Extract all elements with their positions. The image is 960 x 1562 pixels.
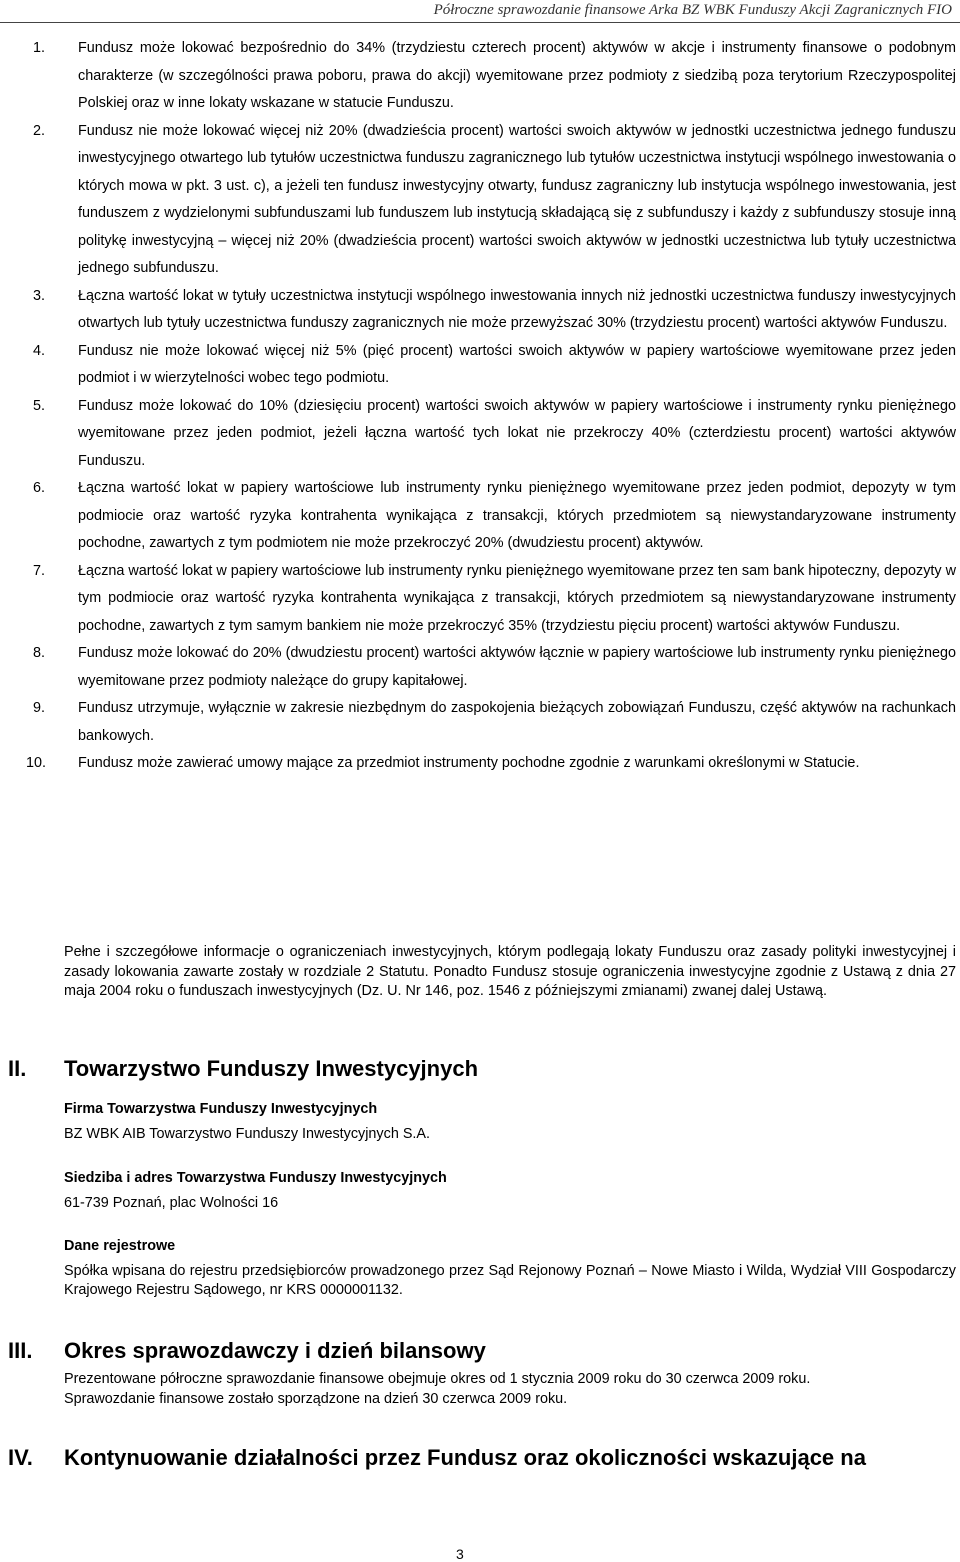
page-number: 3 <box>456 1546 464 1562</box>
item-text: Fundusz nie może lokować więcej niż 20% (dwadzieścia procent) wartości swoich aktywów w jednostki uczestnictwa jednego funduszu inwestycyjnego otwartego lub tytułów uczestnictwa funduszu zagranicznego lub tytułów uczestnictwa instytucji wspólnego inwestowania o których mowa w pkt. 3 ust. c), a jeżeli ten fundusz inwestycyjny otwarty, fundusz zagraniczny lub instytucja wspólnego inwestowania, jest funduszem z wydzielonymi subfunduszami lub funduszem lub instytucją składającą się z subfunduszy i każdy z subfunduszy stosuje inną politykę inwestycyjną – więcej niż 20% (dwadzieścia procent) wartości swoich aktywów w jednostki uczestnictwa lub tytuły uczestnictwa jednego subfunduszu. <box>78 122 956 276</box>
balance-date-text: Sprawozdanie finansowe zostało sporządzone na dzień 30 czerwca 2009 roku. <box>64 1390 568 1407</box>
summary-paragraph: Pełne i szczegółowe informacje o ograniczeniach inwestycyjnych, którym podlegają lokaty Funduszu oraz zasady polityki inwestycyjnej i zasady lokowania zawarte zostały w rozdziale 2 Statutu. Ponadto Fundusz stosuje ograniczenia inwestycyjne zgodnie z Ustawą z dnia 27 maja 2004 roku o funduszach inwestycyjnych (Dz. U. Nr 146, poz. 1546 z późniejszymi zmianami) zwanej dalej Ustawą. <box>64 944 956 999</box>
list-item <box>0 558 956 641</box>
item-number: 9. <box>33 700 46 716</box>
reporting-period-text: Prezentowane półroczne sprawozdanie finansowe obejmuje okres od 1 stycznia 2009 roku do 30 czerwca 2009 roku. <box>64 1371 811 1387</box>
item-number: 4. <box>33 342 46 359</box>
section-number: IV. <box>8 1445 33 1470</box>
item-text: Fundusz może zawierać umowy mające za przedmiot instrumenty pochodne zgodnie z warunkami określonymi w Statucie. <box>78 755 860 771</box>
address-value: 61-739 Poznań, plac Wolności 16 <box>64 1194 279 1211</box>
item-text: Fundusz może lokować do 10% (dziesięciu procent) wartości swoich aktywów w papiery wartościowe i instrumenty rynku pieniężnego wyemitowane przez jeden podmiot, jeżeli łączna wartość tych lokat nie przekroczy 40% (czterdziestu procent) wartości aktywów Funduszu. <box>78 397 956 469</box>
registry-block <box>64 1237 956 1301</box>
section-number: III. <box>8 1338 33 1363</box>
registry-label: Dane rejestrowe <box>64 1238 176 1254</box>
investment-limits-list <box>0 35 956 778</box>
item-number: 3. <box>33 287 46 304</box>
section-title: Kontynuowanie działalności przez Fundusz oraz okoliczności wskazujące na <box>64 1445 866 1470</box>
running-header: Półroczne sprawozdanie finansowe Arka BZ WBK Funduszy Akcji Zagranicznych FIO <box>433 2 952 18</box>
list-item <box>0 338 956 393</box>
item-text: Fundusz może lokować bezpośrednio do 34% (trzydziestu czterech procent) aktywów w akcje i instrumenty finansowe o podobnym charakterze (w szczególności prawa poboru, prawa do akcji) wyemitowane przez podmioty z siedzibą poza terytorium Rzeczypospolitej Polskiej oraz w inne lokaty wskazane w statucie Funduszu. <box>78 40 956 111</box>
item-number: 5. <box>33 397 46 414</box>
firm-label: Firma Towarzystwa Funduszy Inwestycyjnych <box>64 1101 378 1117</box>
address-label: Siedziba i adres Towarzystwa Funduszy Inwestycyjnych <box>64 1170 447 1186</box>
item-number: 7. <box>33 562 46 579</box>
item-text: Fundusz nie może lokować więcej niż 5% (pięć procent) wartości swoich aktywów w papiery wartościowe wyemitowane przez jeden podmiot i w wierzytelności wobec tego podmiotu. <box>78 342 956 386</box>
item-text: Łączna wartość lokat w papiery wartościowe lub instrumenty rynku pieniężnego wyemitowane przez ten sam bank hipoteczny, depozyty w tym podmiocie oraz wartość ryzyka kontrahenta wynikająca z transakcji, których przedmiotem są niewystandaryzowane instrumenty pochodne, zawartych z tym samym bankiem nie może przekroczyć 35% (trzydziestu pięciu procent) wartości aktywów Funduszu. <box>78 562 956 634</box>
list-item <box>0 750 956 778</box>
list-item <box>0 640 956 695</box>
address-block <box>64 1169 956 1213</box>
section-number: II. <box>8 1056 27 1081</box>
section-title: Towarzystwo Funduszy Inwestycyjnych <box>64 1056 479 1081</box>
list-item <box>0 695 956 750</box>
item-number: 2. <box>33 122 46 139</box>
list-item <box>0 283 956 338</box>
firm-value: BZ WBK AIB Towarzystwo Funduszy Inwestycyjnych S.A. <box>64 1125 431 1142</box>
header-rule <box>0 22 960 23</box>
item-text: Łączna wartość lokat w papiery wartościowe lub instrumenty rynku pieniężnego wyemitowane przez jeden podmiot, depozyty w tym podmiocie oraz wartość ryzyka kontrahenta wynikająca z transakcji, których przedmiotem są niewystandaryzowane instrumenty pochodne, zawartych z tym podmiotem nie może przekroczyć 20% (dwudziestu procent) aktywów. <box>78 480 956 551</box>
reporting-period-block <box>64 1370 956 1409</box>
registry-value: Spółka wpisana do rejestru przedsiębiorców prowadzonego przez Sąd Rejonowy Poznań – Nowe Miasto i Wilda, Wydział VIII Gospodarczy Krajowego Rejestru Sądowego, nr KRS 0000001132. <box>64 1262 956 1298</box>
item-text: Fundusz może lokować do 20% (dwudziestu procent) wartości aktywów łącznie w papiery wartościowe lub instrumenty rynku pieniężnego wyemitowane przez podmioty należące do grupy kapitałowej. <box>78 645 956 689</box>
item-text: Fundusz utrzymuje, wyłącznie w zakresie niezbędnym do zaspokojenia bieżących zobowiązań Funduszu, część aktywów na rachunkach bankowych. <box>78 700 956 744</box>
item-number: 10. <box>26 755 47 771</box>
section-title: Okres sprawozdawczy i dzień bilansowy <box>64 1338 486 1363</box>
item-number: 1. <box>33 40 46 56</box>
list-item <box>0 393 956 476</box>
list-item <box>0 35 956 118</box>
list-item <box>0 118 956 283</box>
item-number: 8. <box>33 645 46 661</box>
firm-block <box>64 1100 956 1144</box>
item-text: Łączna wartość lokat w tytuły uczestnictwa instytucji wspólnego inwestowania innych niż jednostki uczestnictwa funduszy inwestycyjnych otwartych lub tytuły uczestnictwa funduszy zagranicznych nie może przewyższać 30% (trzydziestu procent) wartości aktywów Funduszu. <box>78 287 956 331</box>
list-item <box>0 475 956 558</box>
item-number: 6. <box>33 480 46 496</box>
